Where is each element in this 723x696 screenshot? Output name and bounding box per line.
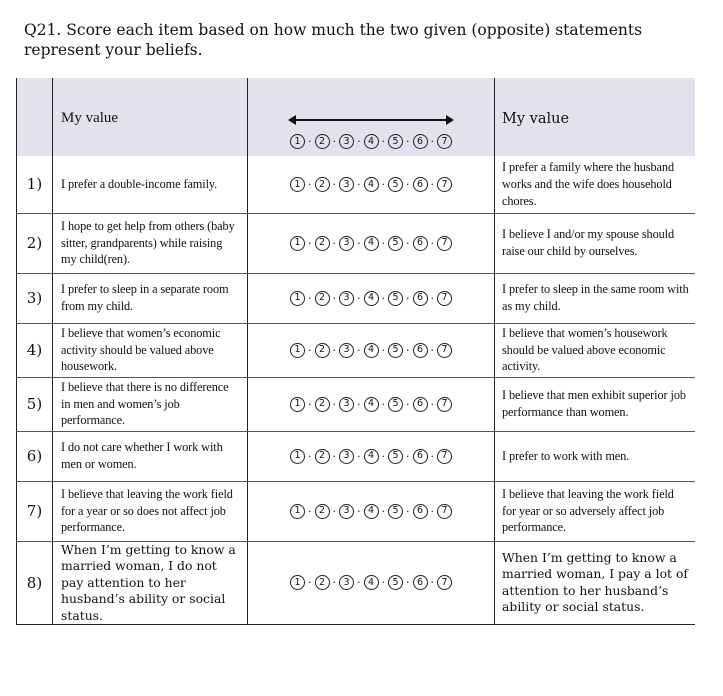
question-text: Q21. Score each item based on how much the two given (opposite) statements represent your beliefs. (24, 21, 643, 59)
right-statement: I believe I and/or my spouse should raise our child by ourselves. (502, 227, 675, 258)
scale-separator: · (381, 576, 385, 590)
rating-option-2[interactable]: 2 (315, 177, 330, 192)
scale-separator: · (381, 449, 385, 463)
legend-option-6: 6 (413, 134, 428, 149)
rating-scale (248, 397, 494, 412)
scale-separator: · (357, 177, 361, 191)
item-number: 8) (17, 541, 53, 625)
rating-option-4[interactable]: 4 (364, 397, 379, 412)
rating-option-4[interactable]: 4 (364, 504, 379, 519)
rating-option-7[interactable]: 7 (437, 291, 452, 306)
scale-separator: · (406, 236, 410, 250)
item-number: 6) (17, 431, 53, 481)
rating-option-2[interactable]: 2 (315, 575, 330, 590)
rating-option-3[interactable]: 3 (339, 291, 354, 306)
rating-option-7[interactable]: 7 (437, 575, 452, 590)
scale-separator: · (406, 135, 410, 148)
survey-table (16, 78, 695, 625)
rating-option-2[interactable]: 2 (315, 291, 330, 306)
scale-separator: · (430, 135, 434, 148)
item-number: 5) (17, 377, 53, 431)
item-number: 3) (17, 273, 53, 323)
scale-separator: · (308, 449, 312, 463)
right-statement: When I’m getting to know a married woman, I pay a lot of attention to her husband’s ability or social status. (502, 549, 689, 615)
item-row (17, 273, 695, 323)
right-statement: I prefer a family where the husband works and the wife does household chores. (502, 160, 674, 208)
right-statement-cell (495, 481, 695, 541)
scale-separator: · (308, 343, 312, 357)
rating-option-1[interactable]: 1 (290, 177, 305, 192)
scale-separator: · (430, 397, 434, 411)
scale-separator: · (357, 343, 361, 357)
scale-separator: · (308, 397, 312, 411)
left-statement-cell (53, 156, 248, 213)
rating-option-4[interactable]: 4 (364, 449, 379, 464)
right-statement: I believe that men exhibit superior job performance than women. (502, 388, 686, 419)
scale-separator: · (430, 504, 434, 518)
rating-option-7[interactable]: 7 (437, 343, 452, 358)
legend-option-7: 7 (437, 134, 452, 149)
header-number-cell (17, 78, 53, 156)
item-number: 1) (17, 156, 53, 213)
legend-option-2: 2 (315, 134, 330, 149)
scale-separator: · (406, 343, 410, 357)
rating-option-1[interactable]: 1 (290, 236, 305, 251)
right-statement-cell (495, 213, 695, 273)
rating-option-5[interactable]: 5 (388, 177, 403, 192)
item-row (17, 481, 695, 541)
left-statement: I do not care whether I work with men or women. (61, 440, 223, 471)
scale-separator: · (357, 449, 361, 463)
scale-separator: · (308, 291, 312, 305)
rating-cell (248, 156, 495, 213)
left-statement-cell (53, 541, 248, 625)
rating-option-6[interactable]: 6 (413, 449, 428, 464)
scale-separator: · (357, 135, 361, 148)
rating-option-6[interactable]: 6 (413, 291, 428, 306)
left-statement-cell (53, 431, 248, 481)
rating-option-5[interactable]: 5 (388, 449, 403, 464)
left-statement: I prefer a double-income family. (61, 176, 218, 191)
scale-separator: · (308, 135, 312, 148)
scale-header (248, 78, 494, 156)
header-left-cell (53, 78, 248, 156)
scale-separator: · (332, 449, 336, 463)
rating-option-2[interactable]: 2 (315, 397, 330, 412)
rating-option-3[interactable]: 3 (339, 504, 354, 519)
rating-option-3[interactable]: 3 (339, 343, 354, 358)
rating-option-1[interactable]: 1 (290, 397, 305, 412)
rating-option-4[interactable]: 4 (364, 177, 379, 192)
rating-option-7[interactable]: 7 (437, 177, 452, 192)
rating-option-3[interactable]: 3 (339, 236, 354, 251)
rating-option-3[interactable]: 3 (339, 397, 354, 412)
scale-separator: · (430, 177, 434, 191)
scale-separator: · (357, 576, 361, 590)
rating-option-4[interactable]: 4 (364, 343, 379, 358)
scale-separator: · (332, 504, 336, 518)
right-statement-cell (495, 156, 695, 213)
right-statement: I believe that women’s housework should be valued above economic activity. (502, 325, 668, 374)
left-statement: I believe that there is no difference in men and women’s job performance. (61, 379, 229, 428)
right-statement-cell (495, 431, 695, 481)
rating-scale (248, 504, 494, 519)
scale-separator: · (308, 177, 312, 191)
rating-option-5[interactable]: 5 (388, 504, 403, 519)
rating-option-1[interactable]: 1 (290, 291, 305, 306)
right-value-label: My value (502, 110, 570, 127)
double-arrow-icon (295, 119, 447, 121)
scale-separator: · (430, 291, 434, 305)
right-statement-cell (495, 273, 695, 323)
right-statement: I prefer to work with men. (502, 448, 630, 463)
rating-option-6[interactable]: 6 (413, 504, 428, 519)
rating-scale (248, 291, 494, 306)
header-right-cell (495, 78, 695, 156)
rating-option-3[interactable]: 3 (339, 177, 354, 192)
rating-cell (248, 431, 495, 481)
left-statement-cell (53, 377, 248, 431)
rating-scale (248, 236, 494, 251)
scale-separator: · (430, 343, 434, 357)
rating-scale (248, 177, 494, 192)
rating-option-2[interactable]: 2 (315, 504, 330, 519)
scale-separator: · (406, 291, 410, 305)
scale-separator: · (381, 504, 385, 518)
legend-option-1: 1 (290, 134, 305, 149)
scale-separator: · (406, 576, 410, 590)
scale-separator: · (332, 135, 336, 148)
scale-separator: · (332, 343, 336, 357)
rating-option-4[interactable]: 4 (364, 575, 379, 590)
rating-option-1[interactable]: 1 (290, 343, 305, 358)
rating-cell (248, 541, 495, 625)
left-statement: I believe that leaving the work field for a year or so does not affect job performance. (61, 486, 233, 535)
scale-separator: · (381, 135, 385, 148)
scale-separator: · (332, 397, 336, 411)
rating-option-7[interactable]: 7 (437, 236, 452, 251)
item-row (17, 431, 695, 481)
item-number: 4) (17, 323, 53, 377)
rating-cell (248, 377, 495, 431)
scale-separator: · (332, 177, 336, 191)
rating-option-5[interactable]: 5 (388, 397, 403, 412)
rating-option-6[interactable]: 6 (413, 575, 428, 590)
rating-option-2[interactable]: 2 (315, 343, 330, 358)
rating-scale (248, 449, 494, 464)
rating-option-6[interactable]: 6 (413, 343, 428, 358)
left-statement: When I’m getting to know a married woman, I do not pay attention to her husband’s ability or social status. (61, 541, 236, 623)
scale-separator: · (308, 504, 312, 518)
scale-separator: · (406, 397, 410, 411)
rating-option-4[interactable]: 4 (364, 236, 379, 251)
scale-separator: · (332, 576, 336, 590)
header-row (17, 78, 695, 156)
scale-separator: · (381, 177, 385, 191)
item-row (17, 323, 695, 377)
scale-separator: · (381, 291, 385, 305)
scale-separator: · (357, 397, 361, 411)
legend-option-4: 4 (364, 134, 379, 149)
rating-option-6[interactable]: 6 (413, 177, 428, 192)
scale-separator: · (430, 576, 434, 590)
item-row (17, 213, 695, 273)
right-statement-cell (495, 377, 695, 431)
left-statement: I believe that women’s economic activity should be valued above housework. (61, 325, 221, 374)
left-value-label: My value (61, 110, 119, 126)
header-scale-cell (248, 78, 495, 156)
rating-option-5[interactable]: 5 (388, 575, 403, 590)
rating-option-1[interactable]: 1 (290, 504, 305, 519)
rating-option-7[interactable]: 7 (437, 504, 452, 519)
rating-option-4[interactable]: 4 (364, 291, 379, 306)
scale-separator: · (308, 236, 312, 250)
rating-scale (248, 343, 494, 358)
scale-separator: · (406, 504, 410, 518)
item-row (17, 156, 695, 213)
scale-legend (248, 134, 494, 149)
rating-option-2[interactable]: 2 (315, 236, 330, 251)
rating-option-5[interactable]: 5 (388, 291, 403, 306)
scale-separator: · (430, 449, 434, 463)
left-statement: I hope to get help from others (baby sitter, grandparents) while raising my child(ren). (61, 218, 235, 267)
scale-separator: · (381, 236, 385, 250)
left-statement-cell (53, 213, 248, 273)
item-row (17, 541, 695, 625)
right-statement: I prefer to sleep in the same room with as my child. (502, 282, 689, 313)
scale-separator: · (357, 291, 361, 305)
right-statement-cell (495, 323, 695, 377)
scale-separator: · (357, 236, 361, 250)
left-statement: I prefer to sleep in a separate room from my child. (61, 282, 229, 313)
rating-cell (248, 213, 495, 273)
scale-separator: · (308, 576, 312, 590)
left-statement-cell (53, 273, 248, 323)
rating-option-1[interactable]: 1 (290, 449, 305, 464)
scale-separator: · (381, 397, 385, 411)
rating-cell (248, 323, 495, 377)
left-statement-cell (53, 481, 248, 541)
legend-option-3: 3 (339, 134, 354, 149)
rating-option-3[interactable]: 3 (339, 575, 354, 590)
rating-option-5[interactable]: 5 (388, 343, 403, 358)
scale-separator: · (406, 449, 410, 463)
scale-separator: · (381, 343, 385, 357)
rating-option-6[interactable]: 6 (413, 397, 428, 412)
rating-cell (248, 481, 495, 541)
legend-option-5: 5 (388, 134, 403, 149)
scale-separator: · (332, 291, 336, 305)
rating-option-3[interactable]: 3 (339, 449, 354, 464)
rating-option-6[interactable]: 6 (413, 236, 428, 251)
rating-option-1[interactable]: 1 (290, 575, 305, 590)
item-row (17, 377, 695, 431)
scale-separator: · (430, 236, 434, 250)
scale-separator: · (357, 504, 361, 518)
rating-scale (248, 575, 494, 590)
scale-separator: · (332, 236, 336, 250)
right-statement-cell (495, 541, 695, 625)
item-number: 7) (17, 481, 53, 541)
item-number: 2) (17, 213, 53, 273)
rating-cell (248, 273, 495, 323)
rating-option-5[interactable]: 5 (388, 236, 403, 251)
right-statement: I believe that leaving the work field for year or so adversely affect job performance. (502, 486, 674, 535)
left-statement-cell (53, 323, 248, 377)
rating-option-2[interactable]: 2 (315, 449, 330, 464)
rating-option-7[interactable]: 7 (437, 449, 452, 464)
scale-separator: · (406, 177, 410, 191)
rating-option-7[interactable]: 7 (437, 397, 452, 412)
